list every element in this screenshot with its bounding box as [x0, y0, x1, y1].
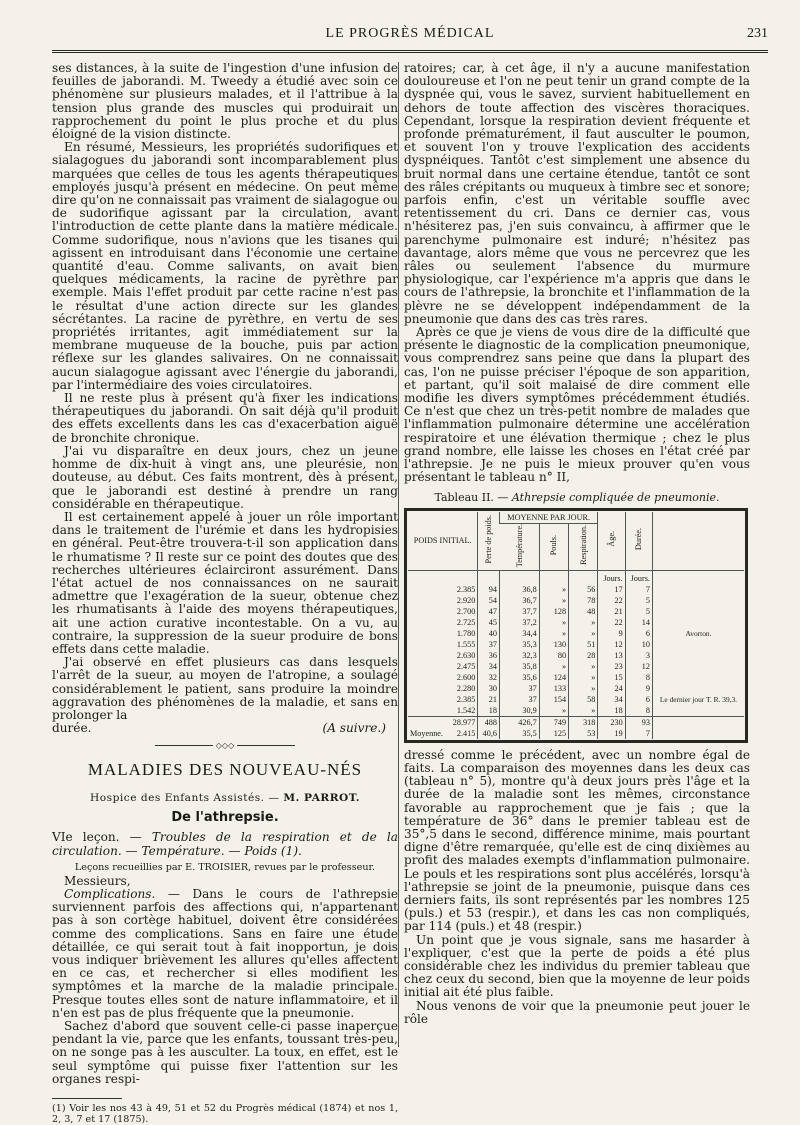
table-row: [408, 683, 744, 694]
paragraph: J'ai vu disparaître en deux jours, chez un jeune homme de dix-huit à vingt ans, une pleurésie, non douteuse, au début. Ces faits montrent, dès à présent, que le jaborandi est destiné à prendre un rang considérable en thérapeutique.: [52, 443, 398, 511]
paragraph: Après ce que je viens de vous dire de la difficulté que présente le diagnostic de la complication pneumonique, vous comprendrez sans peine que dans la plupart des cas, l'on ne puisse préciser l'époque de son apparition, et partant, qu'il soit malaisé de dire comment elle modifie les divers symptômes précédemment étudiés. Ce n'est que chez un très-petit nombre de malades que l'inflammation pulmonaire détermine une accélération respiratoire et une élévation thermique ; chez le plus grand nombre, elle laisse les choses en l'état créé par l'athrepsie. Je ne puis le mieux prouver qu'en vous présentant le tableau n° II,: [404, 325, 750, 485]
total-weight: [408, 716, 478, 728]
cell-loss: 94: [478, 584, 500, 595]
total-row: [408, 716, 744, 728]
cell-duration: 9: [625, 683, 652, 694]
header-loss: Perte de poids.: [478, 512, 500, 571]
total-loss: 488: [478, 716, 500, 728]
ornament-icon: ◇◇◇: [213, 741, 237, 750]
footnote-rule: [52, 1098, 122, 1099]
units-duration: Jours.: [625, 570, 652, 584]
mean-loss: 40,6: [478, 728, 500, 739]
cell-loss: 32: [478, 672, 500, 683]
column-divider: [398, 62, 399, 1047]
cell-pulse: 128: [539, 606, 568, 617]
header-weight: POIDS INITIAL.: [408, 512, 478, 571]
cell-pulse: »: [539, 628, 568, 639]
journal-title: LE PROGRÈS MÉDICAL: [325, 26, 495, 41]
mean-weight-value: 2.415: [456, 728, 476, 738]
cell-observation: Avorton.: [652, 628, 744, 639]
hospice-name: Hospice des Enfants Assistés. —: [90, 792, 280, 805]
mean-age: 19: [598, 728, 625, 739]
cell-weight: 2.280: [456, 683, 476, 693]
cell-duration: 12: [625, 661, 652, 672]
cell-age: 22: [598, 617, 625, 628]
cell-temp: 36,7: [499, 595, 539, 606]
cell-age: 9: [598, 628, 625, 639]
mean-pulse: 125: [539, 728, 568, 739]
table-row: [408, 606, 744, 617]
cell-weight: 2.920: [456, 595, 476, 605]
header-group-mean: MOYENNE PAR JOUR.: [499, 512, 597, 524]
total-duration: 93: [625, 716, 652, 728]
cell-age: 17: [598, 584, 625, 595]
cell-resp: 48: [569, 606, 598, 617]
header-rule: [52, 50, 768, 53]
cell-pulse: 154: [539, 694, 568, 705]
cell-loss: 47: [478, 606, 500, 617]
cell-temp: 37: [499, 683, 539, 694]
right-column: [404, 62, 750, 1102]
ornament-divider: [155, 741, 295, 751]
paragraph: Un point que je vous signale, sans me hasarder à l'expliquer, c'est que la perte de poids a été plus considérable chez les individus du premier tableau que chez ceux du second, bien que la moyenne de leur poids initial ait été plus faible.: [404, 932, 750, 1000]
mean-temp: 35,5: [499, 728, 539, 739]
cell-pulse: 124: [539, 672, 568, 683]
cell-age: 13: [598, 650, 625, 661]
cell-observation: [652, 661, 744, 672]
cell-resp: 58: [569, 694, 598, 705]
cell-age: 21: [598, 606, 625, 617]
cell-duration: 3: [625, 650, 652, 661]
cell-weight: 1.780: [456, 628, 476, 638]
cell-loss: 37: [478, 639, 500, 650]
paragraph: Il ne reste plus à présent qu'à fixer les indications thérapeutiques du jaborandi. On sait déjà qu'il produit des effets excellents dans les cas d'exacerbation aiguë de bronchite chronique.: [52, 391, 398, 445]
subject-title: De l'athrepsie.: [171, 810, 279, 826]
cell-loss: 34: [478, 661, 500, 672]
cell-pulse: 130: [539, 639, 568, 650]
header-pulse: Pouls.: [539, 523, 568, 570]
salutation: Messieurs,: [64, 873, 131, 888]
lecture-heading: [52, 831, 398, 857]
cell-duration: 5: [625, 606, 652, 617]
table-row: [408, 639, 744, 650]
cell-loss: 30: [478, 683, 500, 694]
cell-observation: [652, 683, 744, 694]
cell-pulse: 133: [539, 683, 568, 694]
cell-resp: »: [569, 672, 598, 683]
cell-duration: 6: [625, 628, 652, 639]
cell-weight: 2.600: [456, 672, 476, 682]
table-row: [408, 661, 744, 672]
total-age: 230: [598, 716, 625, 728]
cell-temp: 35,8: [499, 661, 539, 672]
total-pulse: 749: [539, 716, 568, 728]
cell-resp: »: [569, 683, 598, 694]
total-temp: 426,7: [499, 716, 539, 728]
cell-age: 24: [598, 683, 625, 694]
cell-loss: 18: [478, 705, 500, 717]
cell-age: 12: [598, 639, 625, 650]
cell-weight: 2.630: [456, 650, 476, 660]
cell-loss: 21: [478, 694, 500, 705]
table-row: [408, 617, 744, 628]
cell-resp: »: [569, 617, 598, 628]
paragraph: Nous venons de voir que la pneumonie peut jouer le rôle: [404, 998, 750, 1026]
cell-pulse: »: [539, 584, 568, 595]
cell-loss: 36: [478, 650, 500, 661]
mean-duration: 7: [625, 728, 652, 739]
cell-duration: 10: [625, 639, 652, 650]
cell-pulse: 80: [539, 650, 568, 661]
cell-observation: [652, 672, 744, 683]
cell-resp: »: [569, 705, 598, 717]
cell-resp: 51: [569, 639, 598, 650]
table-caption: [404, 491, 750, 504]
paragraph: Il est certainement appelé à jouer un rôle important dans le traitement de l'urémie et dans les hydropisies en général. Peut-être trouvera-t-il son application dans le rhumatisme ? Il reste sur ce point des doutes que des recherches ultérieures éclairciront assurément. Dans l'état actuel de nos connaissances on ne saurait admettre que l'exagération de la sueur, obtenue chez les rhumatisants à l'aide des moyens thérapeutiques, ait une action curative incontestable. On a vu, au contraire, la suppression de la sueur produire de bons effets dans cette maladie.: [52, 509, 398, 656]
units-row: [408, 570, 744, 584]
lecture-number: VIe leçon. —: [52, 830, 142, 845]
paragraph: En résumé, Messieurs, les propriétés sudorifiques et sialagogues du jaborandi sont incomparablement plus marquées que celles de tous les agents thérapeutiques employés jusqu'à présent en médecine. On peut même dire qu'on ne connaissait pas vraiment de sialagogue ou de sudorifique agissant par la circulation, avant l'introduction de cette plante dans la matière médicale. Comme sudorifique, nous n'avions que les tisanes qui agissent en introduisant dans l'économie une certaine quantité d'eau. Comme salivants, on avait bien quelques médicaments, la racine de pyrèthre par exemple. Mais l'effet produit par cette racine n'est pas le résultat d'une action directe sur les glandes sécrétantes. La racine de pyrèthre, en vertu de ses propriétés irritantes, agit immédiatement sur la membrane muqueuse de la bouche, puis par action réflexe sur les glandes salivaires. On ne connaissait aucun sialagogue agissant avec l'énergie du jaborandi, par l'intermédiaire des voies circulatoires.: [52, 140, 398, 392]
page-number: 231: [747, 26, 768, 41]
cell-observation: [652, 617, 744, 628]
cell-observation: [652, 584, 744, 595]
hospice-line: [52, 792, 398, 804]
header-temperature: Température.: [499, 523, 539, 570]
cell-weight: 2.385: [456, 694, 476, 704]
header-age: Âge.: [598, 512, 625, 571]
cell-loss: 40: [478, 628, 500, 639]
table-row: [408, 584, 744, 595]
complications-label: Complications.: [64, 886, 156, 901]
table-row: [408, 595, 744, 606]
cell-pulse: »: [539, 661, 568, 672]
cell-weight: 2.700: [456, 606, 476, 616]
paragraph: dressé comme le précédent, avec un nombre égal de faits. La comparaison des moyennes dans les deux cas (tableau n° 5), montre qu'à deux jours près l'âge et la durée de la maladie sont les mêmes, circonstance favorable au rapprochement que je fais ; que la température de 36° dans le premier tableau est de 35°,5 dans le second, différence minime, mais pourtant digne d'être remarquée, qu'elle est de cinq dixièmes au profit des malades exempts d'inflammation pulmonaire. Le pouls et les respirations sont plus accélérés, lorsqu'à l'athrepsie se joint de la pneumonie, puisque dans ces derniers faits, ils sont représentés par les nombres 125 (puls.) et 53 (respir.), et dans les cas non compliqués, par 114 (puls.) et 48 (respir.): [404, 747, 750, 934]
cell-pulse: »: [539, 617, 568, 628]
cell-observation: Le dernier jour T. R. 39,3.: [652, 694, 744, 705]
cell-age: 23: [598, 661, 625, 672]
paragraph: ratoires; car, à cet âge, il n'y a aucune manifestation douloureuse et l'on ne peut tenir un grand compte de la dyspnée qui, vous le savez, survient habituellement en dehors de toute affection des viscères thoraciques. Cependant, lorsque la respiration devient fréquente et profonde prématurément, il faut ausculter le poumon, et souvent l'on y trouve l'explication des accidents dyspnéiques. Tantôt c'est simplement une absence du bruit normal dans une certaine étendue, tantôt ce sont des râles crépitants ou muqueux à timbre sec et sonore; parfois enfin, c'est un véritable souffle avec retentissement du cri. Dans ce dernier cas, vous n'hésiterez pas, j'en suis convaincu, à affirmer que le parenchyme pulmonaire est induré; n'hésitez pas davantage, alors même que vous ne percevrez que les râles ou seulement l'absence du murmure physiologique, car l'expérience m'a appris que dans le cours de l'athrepsie, la bronchite et l'inflammation de la plèvre ne se développent indépendamment de la pneumonie que dans des cas très rares.: [404, 61, 750, 326]
cell-observation: [652, 650, 744, 661]
table-row: [408, 694, 744, 705]
cell-temp: 35,3: [499, 639, 539, 650]
cell-observation: [652, 606, 744, 617]
end-word: durée.: [52, 721, 92, 736]
paragraph-text: — Dans le cours de l'athrepsie surviennent parfois des affections qui, n'appartenant pas à son cortège habituel, doivent être considérées comme des complications. Sans en faire une étude détaillée, ce qui serait tout à fait inopportun, je dois vous indiquer brièvement les allures qu'elles affectent en ce cas, et rechercher si elles modifient les symptômes et la marche de la maladie principale. Presque toutes elles sont de nature inflammatoire, et il n'en est pas de plus fréquente que la pneumonie.: [52, 886, 398, 1020]
data-table: [408, 512, 744, 739]
cell-temp: 37,2: [499, 617, 539, 628]
cell-duration: 8: [625, 672, 652, 683]
cell-weight: 2.475: [456, 661, 476, 671]
section-title: MALADIES DES NOUVEAU-NÉS: [87, 760, 363, 780]
cell-weight: 1.542: [456, 705, 476, 715]
hospice-author: M. PARROT.: [283, 792, 360, 805]
cell-resp: 28: [569, 650, 598, 661]
cell-weight: 1.555: [456, 639, 476, 649]
cell-temp: 35,6: [499, 672, 539, 683]
paragraph: [52, 888, 398, 1020]
cell-resp: 56: [569, 584, 598, 595]
mean-weight: [408, 728, 478, 739]
mean-label: Moyenne.: [410, 728, 443, 738]
cell-observation: [652, 595, 744, 606]
left-column: [52, 61, 398, 1125]
total-weight-value: 28.977: [452, 717, 476, 727]
cell-age: 34: [598, 694, 625, 705]
table-row: [408, 628, 744, 639]
mean-row: [408, 728, 744, 739]
total-resp: 318: [569, 716, 598, 728]
cell-age: 22: [598, 595, 625, 606]
running-head: [52, 26, 768, 46]
table-row: [408, 650, 744, 661]
cell-loss: 45: [478, 617, 500, 628]
cell-pulse: »: [539, 705, 568, 717]
cell-duration: 8: [625, 705, 652, 717]
cell-resp: 78: [569, 595, 598, 606]
cell-temp: 37: [499, 694, 539, 705]
header-duration: Durée.: [625, 512, 652, 571]
header-respiration: Respiration.: [569, 523, 598, 570]
paragraph: ses distances, à la suite de l'ingestion d'une infusion de feuilles de jaborandi. M. Tweedy a étudié avec soin ce phénomène sur plusieurs malades, et il l'attribue à la tension plus grande des muscles qui produirait un rapprochement du point le plus proche et du plus éloigné de la vision distincte.: [52, 61, 398, 142]
paragraph: Sachez d'abord que souvent celle-ci passe inaperçue pendant la vie, parce que les enfants, toussant très-peu, on ne songe pas à les ausculter. La toux, en effet, est le seul symptôme qui puisse fixer l'attention sur les organes respi-: [52, 1019, 398, 1086]
units-age: Jours.: [598, 570, 625, 584]
lecture-title: Troubles de la respiration et de la circulation. — Température. — Poids (1).: [52, 830, 398, 858]
cell-temp: 36,8: [499, 584, 539, 595]
cell-temp: 37,7: [499, 606, 539, 617]
cell-temp: 30,9: [499, 705, 539, 717]
data-table-frame: [404, 508, 748, 743]
cell-duration: 5: [625, 595, 652, 606]
cell-resp: »: [569, 628, 598, 639]
cell-duration: 7: [625, 584, 652, 595]
cell-observation: [652, 705, 744, 717]
cell-temp: 32,3: [499, 650, 539, 661]
header-observations: [652, 512, 744, 571]
mean-resp: 53: [569, 728, 598, 739]
table-row: [408, 672, 744, 683]
cell-weight: 2.725: [456, 617, 476, 627]
footnote: (1) Voir les nos 43 à 49, 51 et 52 du Progrès médical (1874) et nos 1, 2, 3, 7 et 17 (1875).: [52, 1103, 398, 1125]
table-caption-title: Athrepsie compliquée de pneumonie.: [511, 490, 720, 504]
cell-weight: 2.385: [456, 584, 476, 594]
table-caption-label: Tableau II. —: [434, 490, 509, 504]
cell-pulse: »: [539, 595, 568, 606]
cell-age: 15: [598, 672, 625, 683]
cell-temp: 34,4: [499, 628, 539, 639]
to-be-continued: (A suivre.): [322, 721, 386, 736]
cell-observation: [652, 639, 744, 650]
collected-by: Leçons recueillies par E. TROISIER, revues par le professeur.: [74, 861, 376, 873]
paragraph: J'ai observé en effet plusieurs cas dans lesquels l'arrêt de la sueur, au moyen de l'atropine, a soulagé considérablement le patient, sans produire la moindre aggravation des phénomènes de la maladie, et sans en prolonger la: [52, 655, 398, 722]
table-row: [408, 705, 744, 717]
cell-duration: 6: [625, 694, 652, 705]
cell-age: 18: [598, 705, 625, 717]
cell-resp: »: [569, 661, 598, 672]
cell-duration: 14: [625, 617, 652, 628]
cell-loss: 54: [478, 595, 500, 606]
paragraph-end: [52, 722, 398, 735]
